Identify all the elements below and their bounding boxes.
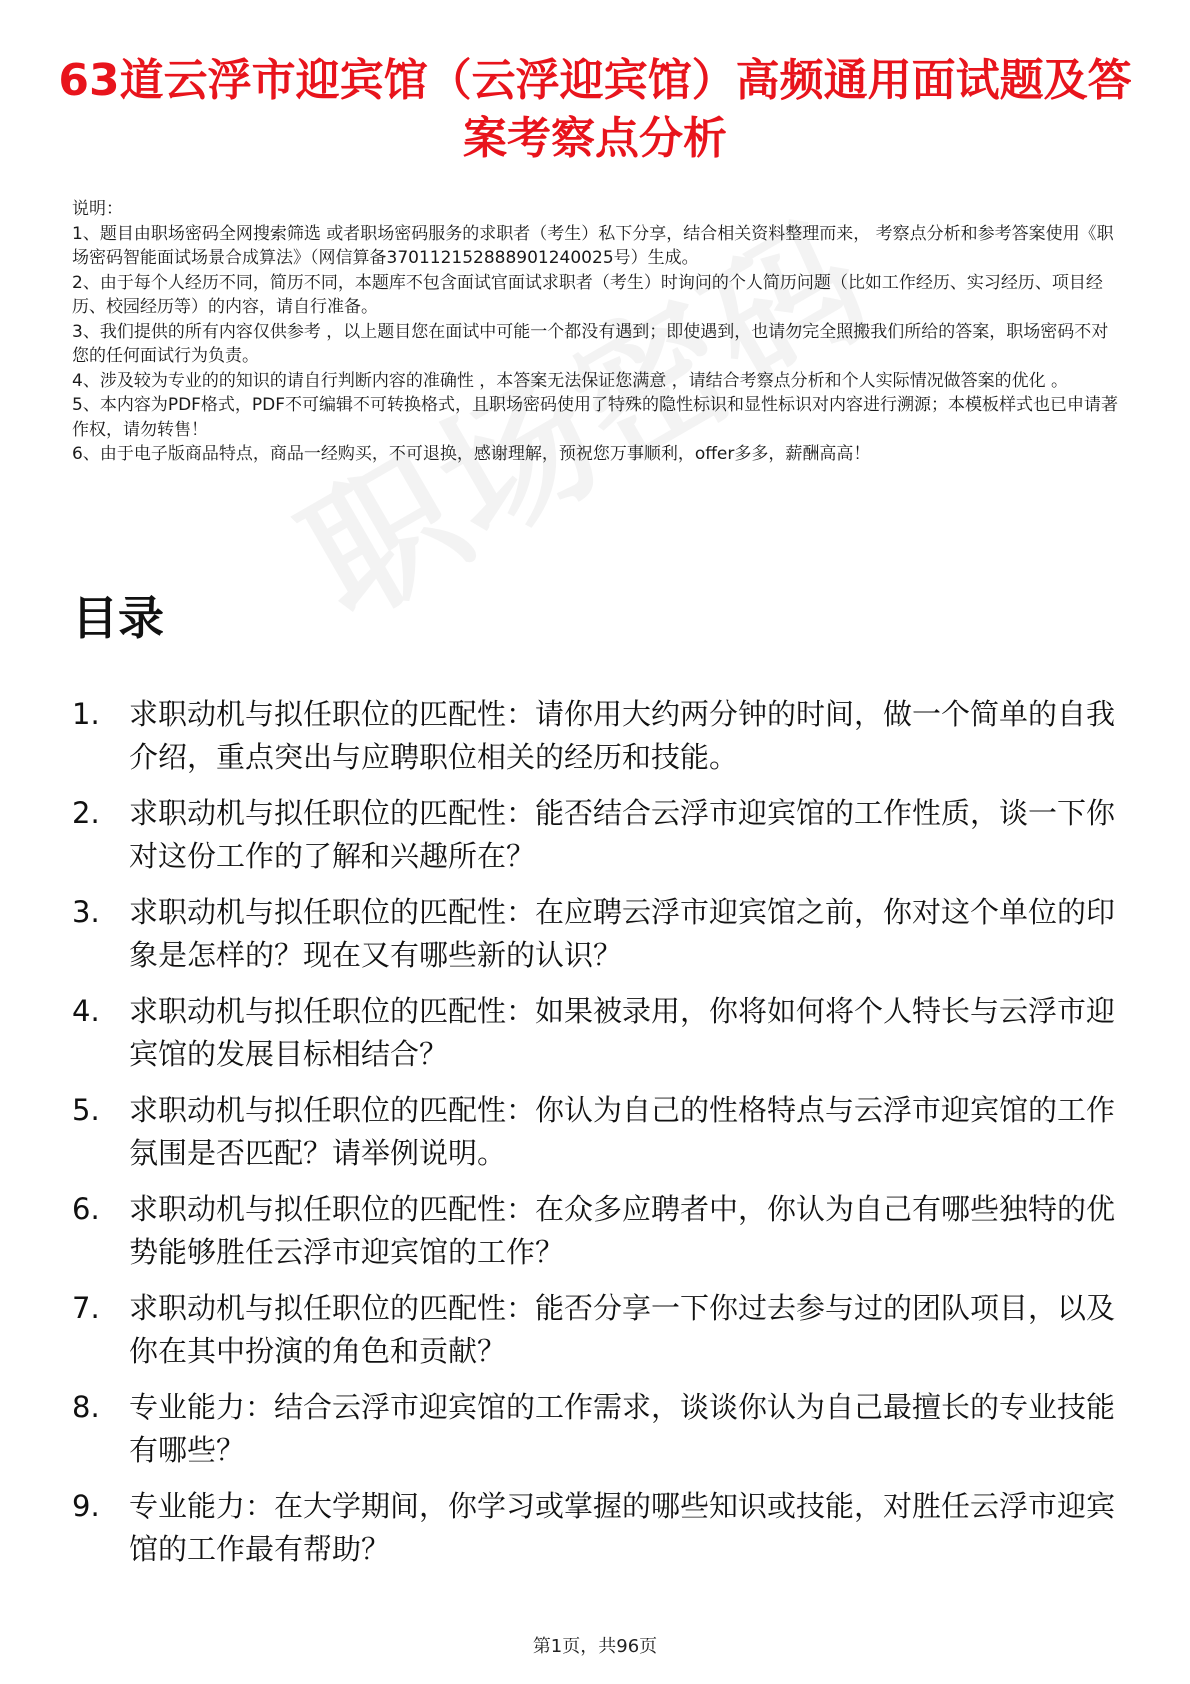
toc-item-text: 专业能力：结合云浮市迎宾馆的工作需求，谈谈你认为自己最擅长的专业技能有哪些？ <box>129 1390 1116 1467</box>
toc-item-number: 4. <box>72 994 100 1028</box>
toc-item[interactable] <box>72 1188 1122 1274</box>
toc-item-number: 1. <box>72 697 100 731</box>
toc-item-number: 9. <box>72 1489 100 1523</box>
note-item: 6、由于电子版商品特点，商品一经购买，不可退换，感谢理解，预祝您万事顺利，offer多多，薪酬高高！ <box>72 444 871 464</box>
note-item: 4、涉及较为专业的的知识的请自行判断内容的准确性 ，本答案无法保证您满意 ，请结合考察点分析和个人实际情况做答案的优化 。 <box>72 370 1069 391</box>
toc-list <box>72 693 1122 1584</box>
toc-item-text: 求职动机与拟任职位的匹配性：能否分享一下你过去参与过的团队项目，以及你在其中扮演的角色和贡献？ <box>129 1291 1116 1368</box>
toc-item[interactable] <box>72 1089 1122 1175</box>
notes-heading: 说明： <box>72 199 123 219</box>
note-item: 2、由于每个人经历不同，简历不同，本题库不包含面试官面试求职者（考生）时询问的个人简历问题（比如工作经历、实习经历、项目经历、校园经历等）的内容，请自行准备。 <box>72 272 1103 317</box>
note-item: 3、我们提供的所有内容仅供参考 ，以上题目您在面试中可能一个都没有遇到；即使遇到，也请勿完全照搬我们所给的答案，职场密码不对您的任何面试行为负责。 <box>72 321 1109 366</box>
toc-item-text: 专业能力：在大学期间，你学习或掌握的哪些知识或技能，对胜任云浮市迎宾馆的工作最有帮助？ <box>129 1489 1116 1566</box>
page-title: 63道云浮市迎宾馆（云浮迎宾馆）高频通用面试题及答案考察点分析 <box>58 55 1132 164</box>
toc-item-number: 8. <box>72 1390 100 1424</box>
toc-item-number: 3. <box>72 895 100 929</box>
note-item: 5、本内容为PDF格式，PDF不可编辑不可转换格式，且职场密码使用了特殊的隐性标识和显性标识对内容进行溯源；本模板样式也已申请著作权，请勿转售！ <box>72 395 1119 440</box>
page-number: 第1页，共96页 <box>532 1636 658 1657</box>
toc-item-text: 求职动机与拟任职位的匹配性：在众多应聘者中，你认为自己有哪些独特的优势能够胜任云浮市迎宾馆的工作？ <box>129 1192 1116 1269</box>
toc-item-text: 求职动机与拟任职位的匹配性：请你用大约两分钟的时间，做一个简单的自我介绍，重点突出与应聘职位相关的经历和技能。 <box>129 697 1116 774</box>
toc-item[interactable] <box>72 1485 1122 1571</box>
toc-item[interactable] <box>72 792 1122 878</box>
toc-item-number: 2. <box>72 796 100 830</box>
toc-item[interactable] <box>72 1386 1122 1472</box>
toc-item-text: 求职动机与拟任职位的匹配性：在应聘云浮市迎宾馆之前，你对这个单位的印象是怎样的？现在又有哪些新的认识？ <box>129 895 1116 972</box>
toc-item[interactable] <box>72 693 1122 779</box>
toc-item[interactable] <box>72 990 1122 1076</box>
toc-item-text: 求职动机与拟任职位的匹配性：如果被录用，你将如何将个人特长与云浮市迎宾馆的发展目标相结合？ <box>129 994 1116 1071</box>
toc-item-text: 求职动机与拟任职位的匹配性：你认为自己的性格特点与云浮市迎宾馆的工作氛围是否匹配？请举例说明。 <box>129 1093 1116 1170</box>
toc-item[interactable] <box>72 891 1122 977</box>
note-item: 1、题目由职场密码全网搜索筛选 或者职场密码服务的求职者（考生）私下分享，结合相关资料整理而来， 考察点分析和参考答案使用《职场密码智能面试场景合成算法》（网信算备370112152888901240025号）生成。 <box>72 223 1114 268</box>
toc-heading: 目录 <box>72 591 164 645</box>
toc-item[interactable] <box>72 1287 1122 1373</box>
toc-item-number: 5. <box>72 1093 100 1127</box>
toc-item-number: 6. <box>72 1192 100 1226</box>
toc-item-number: 7. <box>72 1291 100 1325</box>
notes-section <box>72 197 1122 467</box>
toc-item-text: 求职动机与拟任职位的匹配性：能否结合云浮市迎宾馆的工作性质，谈一下你对这份工作的了解和兴趣所在？ <box>129 796 1116 873</box>
